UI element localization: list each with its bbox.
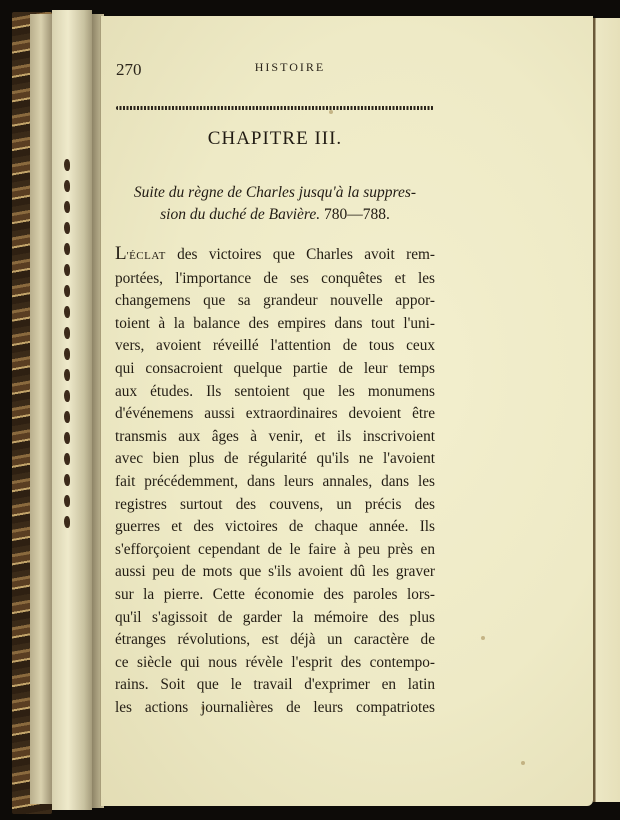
text-line: vers, avoient réveillé l'attention de tous ceux — [115, 337, 435, 355]
header-divider-rule — [116, 106, 434, 110]
facing-page-edge — [593, 18, 620, 802]
text-line: avec bien plus de régularité qu'ils ne l'avoient — [115, 450, 435, 468]
chapter-summary — [114, 182, 436, 226]
text-line: les actions journalières de leurs compatriotes — [115, 698, 435, 716]
text-line: s'efforçoient cependant de le faire à peu près en — [115, 540, 435, 558]
text-line: fait précédemment, dans leurs annales, dans les — [115, 472, 435, 490]
small-caps: 'ÉCLAT — [126, 250, 166, 262]
text-line: rains. Soit que le travail d'exprimer en latin — [115, 676, 435, 694]
text-line: qu'il s'agissoit de garder la mémoire des plus — [115, 608, 435, 626]
page-stack-edge — [30, 14, 52, 804]
text-line: aux études. Ils sentoient que les monumens — [115, 382, 435, 400]
running-title: HISTOIRE — [254, 60, 326, 74]
text-line: toient à la balance des empires dans tout l'uni- — [115, 314, 435, 332]
text-line: qui consacroient quelque partie de leur temps — [115, 359, 435, 377]
text-line: portées, l'importance de ses conquêtes et les — [115, 269, 435, 287]
line-rest: des victoires que Charles avoit rem- — [165, 246, 435, 263]
text-line: guerres et des victoires de chaque année. Ils — [115, 518, 435, 536]
binding-stitches — [60, 150, 74, 570]
text-line: registres surtout des couvens, un précis des — [115, 495, 435, 513]
text-line: changemens que sa grandeur nouvelle appor- — [115, 292, 435, 310]
chapter-title: CHAPITRE III. — [207, 128, 343, 149]
text-line: étranges révolutions, est déjà un caractère de — [115, 631, 435, 649]
body-text — [115, 243, 435, 719]
text-line: sur la pierre. Cette économie des paroles lors- — [115, 585, 435, 603]
page-number: 270 — [116, 60, 142, 79]
text-line: aussi peu de mots que s'ils avoient dû les graver — [115, 563, 435, 581]
text-line: transmis aux âges à venir, et ils inscrivoient — [115, 427, 435, 445]
text-line: ce siècle qui nous révèle l'esprit des contempo- — [115, 653, 435, 671]
summary-dates: 780—788. — [323, 206, 390, 223]
summary-line — [114, 204, 436, 226]
text-line — [115, 243, 435, 268]
summary-line: Suite du règne de Charles jusqu'à la suppres- — [133, 184, 417, 201]
text-line: d'événemens aussi extraordinaires devoient être — [115, 405, 435, 423]
summary-text: sion du duché de Bavière. — [160, 206, 321, 223]
drop-cap: L — [115, 243, 127, 264]
